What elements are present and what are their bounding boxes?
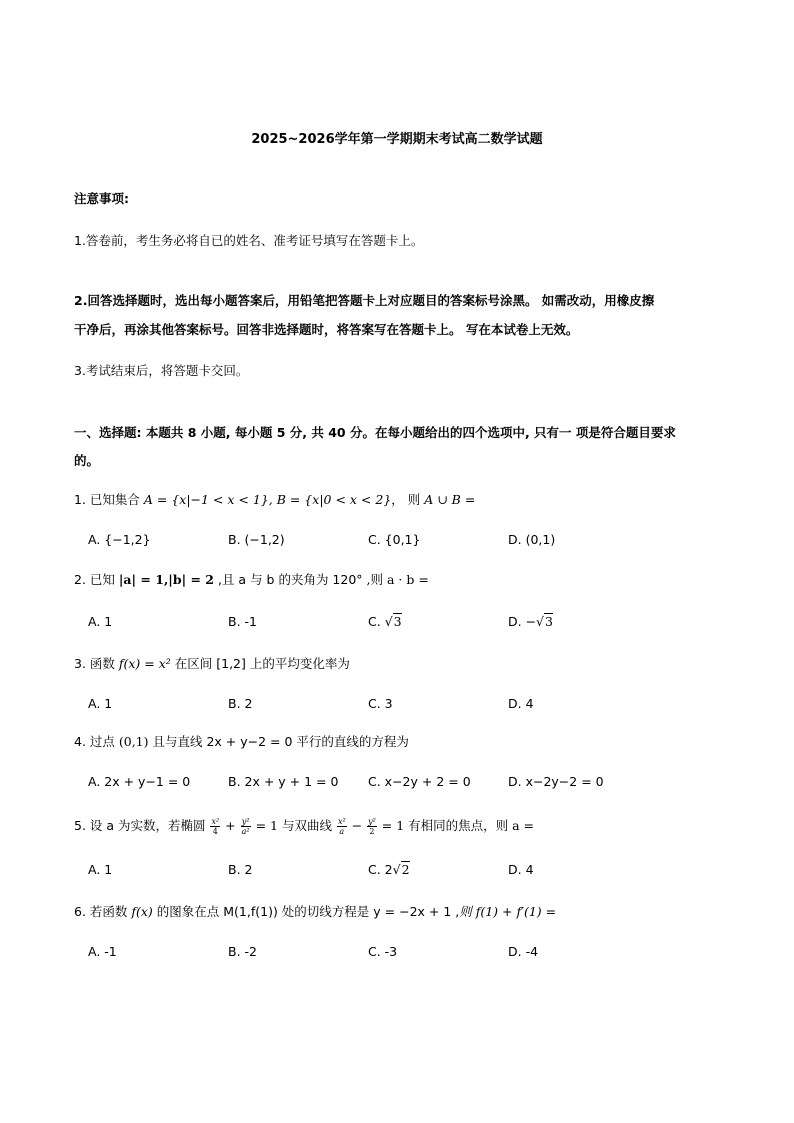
- question-1-prefix: 1. 已知集合: [74, 492, 144, 507]
- fraction-y2-over-2: [367, 817, 377, 836]
- question-6-math-2: 则 f(1) + f′(1) =: [459, 904, 557, 919]
- question-4-option-b[interactable]: B. 2x + y + 1 = 0: [228, 774, 339, 789]
- question-6-math: f(x): [131, 904, 153, 919]
- question-1-option-b[interactable]: B. (−1,2): [228, 532, 285, 547]
- question-4-prefix: 4. 过点: [74, 734, 119, 749]
- question-5-option-a[interactable]: A. 1: [88, 862, 113, 877]
- question-1-mid: ， 则: [391, 492, 425, 507]
- question-5-option-c-radicand: 2: [401, 862, 410, 877]
- question-3-option-b[interactable]: B. 2: [228, 696, 253, 711]
- question-3-option-c[interactable]: C. 3: [368, 696, 393, 711]
- plus-sign: +: [221, 818, 240, 833]
- question-2-option-c-radicand: 3: [393, 614, 402, 629]
- fraction-y2-over-a2: [241, 817, 251, 836]
- question-2-option-b[interactable]: B. -1: [228, 614, 257, 629]
- question-1-options: [88, 532, 728, 552]
- question-6-option-d[interactable]: D. -4: [508, 944, 539, 959]
- fraction-numerator: y²: [368, 817, 376, 826]
- question-1-math-2: A ∪ B =: [424, 492, 476, 507]
- notice-item-1: 1.答卷前，考生务必将自已的姓名、准考证号填写在答题卡上。: [74, 233, 424, 248]
- question-2-options: [88, 614, 728, 634]
- question-4-option-a[interactable]: A. 2x + y−1 = 0: [88, 774, 191, 789]
- question-4-options: [88, 774, 728, 794]
- question-2-option-d-label: D. −: [508, 614, 537, 629]
- minus-sign: −: [347, 818, 367, 833]
- question-5-prefix: 5. 设 a 为实数，若椭圆: [74, 818, 210, 833]
- question-4-stem: [74, 728, 734, 755]
- fraction-numerator: x²: [337, 817, 346, 826]
- question-1-option-d[interactable]: D. (0,1): [508, 532, 556, 547]
- fraction-denominator: a²: [241, 827, 250, 836]
- notice-item-3: 3.考试结束后，将答题卡交回。: [74, 363, 249, 378]
- question-2-option-d[interactable]: [508, 614, 553, 629]
- fraction-denominator: 4: [212, 827, 218, 836]
- question-1-option-a[interactable]: A. {−1,2}: [88, 532, 151, 547]
- question-2-math-2: ,则 a · b =: [362, 572, 429, 587]
- notice-heading: 注意事项:: [74, 191, 129, 206]
- question-3-math: f(x) = x²: [118, 656, 175, 671]
- question-2-prefix: 2. 已知: [74, 572, 119, 587]
- page-title: 2025~2026学年第一学期期末考试高二数学试题: [251, 132, 543, 147]
- section-1-heading-line-1: 一、选择题: 本题共 8 小题, 每小题 5 分, 共 40 分。在每小题给出的四个选项中, 只有一 项是符合题目要求: [74, 425, 676, 440]
- question-1-stem: [74, 486, 734, 513]
- question-2-option-c-label: C.: [368, 614, 385, 629]
- sqrt-symbol: √: [392, 862, 401, 877]
- question-4-option-d[interactable]: D. x−2y−2 = 0: [508, 774, 604, 789]
- question-5-option-c[interactable]: [368, 862, 410, 877]
- question-6-prefix: 6. 若函数: [74, 904, 132, 919]
- fraction-denominator: 2: [369, 827, 375, 836]
- section-1-heading-line-2: 的。: [74, 453, 100, 468]
- question-5-options: [88, 862, 728, 882]
- question-2-option-d-radicand: 3: [545, 614, 553, 629]
- question-2-stem: [74, 566, 734, 593]
- fraction-numerator: y²: [241, 817, 250, 826]
- question-6-option-a[interactable]: A. -1: [88, 944, 117, 959]
- question-5-option-d[interactable]: D. 4: [508, 862, 534, 877]
- question-4-math: (0,1): [118, 734, 149, 749]
- question-3-prefix: 3. 函数: [74, 656, 119, 671]
- question-3-options: [88, 696, 728, 716]
- sqrt-symbol: √: [384, 614, 393, 629]
- question-5-option-b[interactable]: B. 2: [228, 862, 253, 877]
- question-6-options: [88, 944, 728, 964]
- question-5-option-c-label: C. 2: [368, 862, 393, 877]
- question-5-equation-2: = 1 有相同的焦点，则 a =: [377, 818, 535, 833]
- notice-item-2-line-2: 干净后，再涂其他答案标号。回答非选择题时，将答案写在答题卡上。 写在本试卷上无效。: [74, 322, 579, 337]
- question-2-option-c[interactable]: [368, 614, 402, 629]
- question-2-option-a[interactable]: A. 1: [88, 614, 113, 629]
- fraction-x2-over-a: [337, 817, 347, 836]
- question-3-mid: 在区间 [1,2] 上的平均变化率为: [174, 656, 350, 671]
- sqrt-symbol: √: [536, 614, 545, 629]
- fraction-denominator: a: [339, 827, 345, 836]
- question-3-option-a[interactable]: A. 1: [88, 696, 113, 711]
- question-6-option-c[interactable]: C. -3: [368, 944, 398, 959]
- question-1-math: A = {x|−1 < x < 1}, B = {x|0 < x < 2}: [143, 492, 392, 507]
- question-5-stem: [74, 812, 734, 839]
- question-4-mid: 且与直线 2x + y−2 = 0 平行的直线的方程为: [148, 734, 409, 749]
- question-3-stem: [74, 650, 734, 677]
- question-1-option-c[interactable]: C. {0,1}: [368, 532, 421, 547]
- question-2-math: |a| = 1,|b| = 2: [118, 572, 215, 587]
- question-6-stem: [74, 898, 734, 925]
- question-3-option-d[interactable]: D. 4: [508, 696, 534, 711]
- notice-item-2-line-1: 2.回答选择题时，选出每小题答案后，用铅笔把答题卡上对应题目的答案标号涂黑。 如需改动，用橡皮擦: [74, 293, 655, 308]
- question-6-option-b[interactable]: B. -2: [228, 944, 257, 959]
- question-2-mid: ,且 a 与 b 的夹角为 120°: [214, 572, 363, 587]
- fraction-x2-over-4: [210, 817, 220, 836]
- question-6-mid: 的图象在点 M(1,f(1)) 处的切线方程是 y = −2x + 1 ,: [152, 904, 460, 919]
- question-5-equation-1: = 1 与双曲线: [251, 818, 336, 833]
- fraction-numerator: x²: [211, 817, 220, 826]
- question-4-option-c[interactable]: C. x−2y + 2 = 0: [368, 774, 471, 789]
